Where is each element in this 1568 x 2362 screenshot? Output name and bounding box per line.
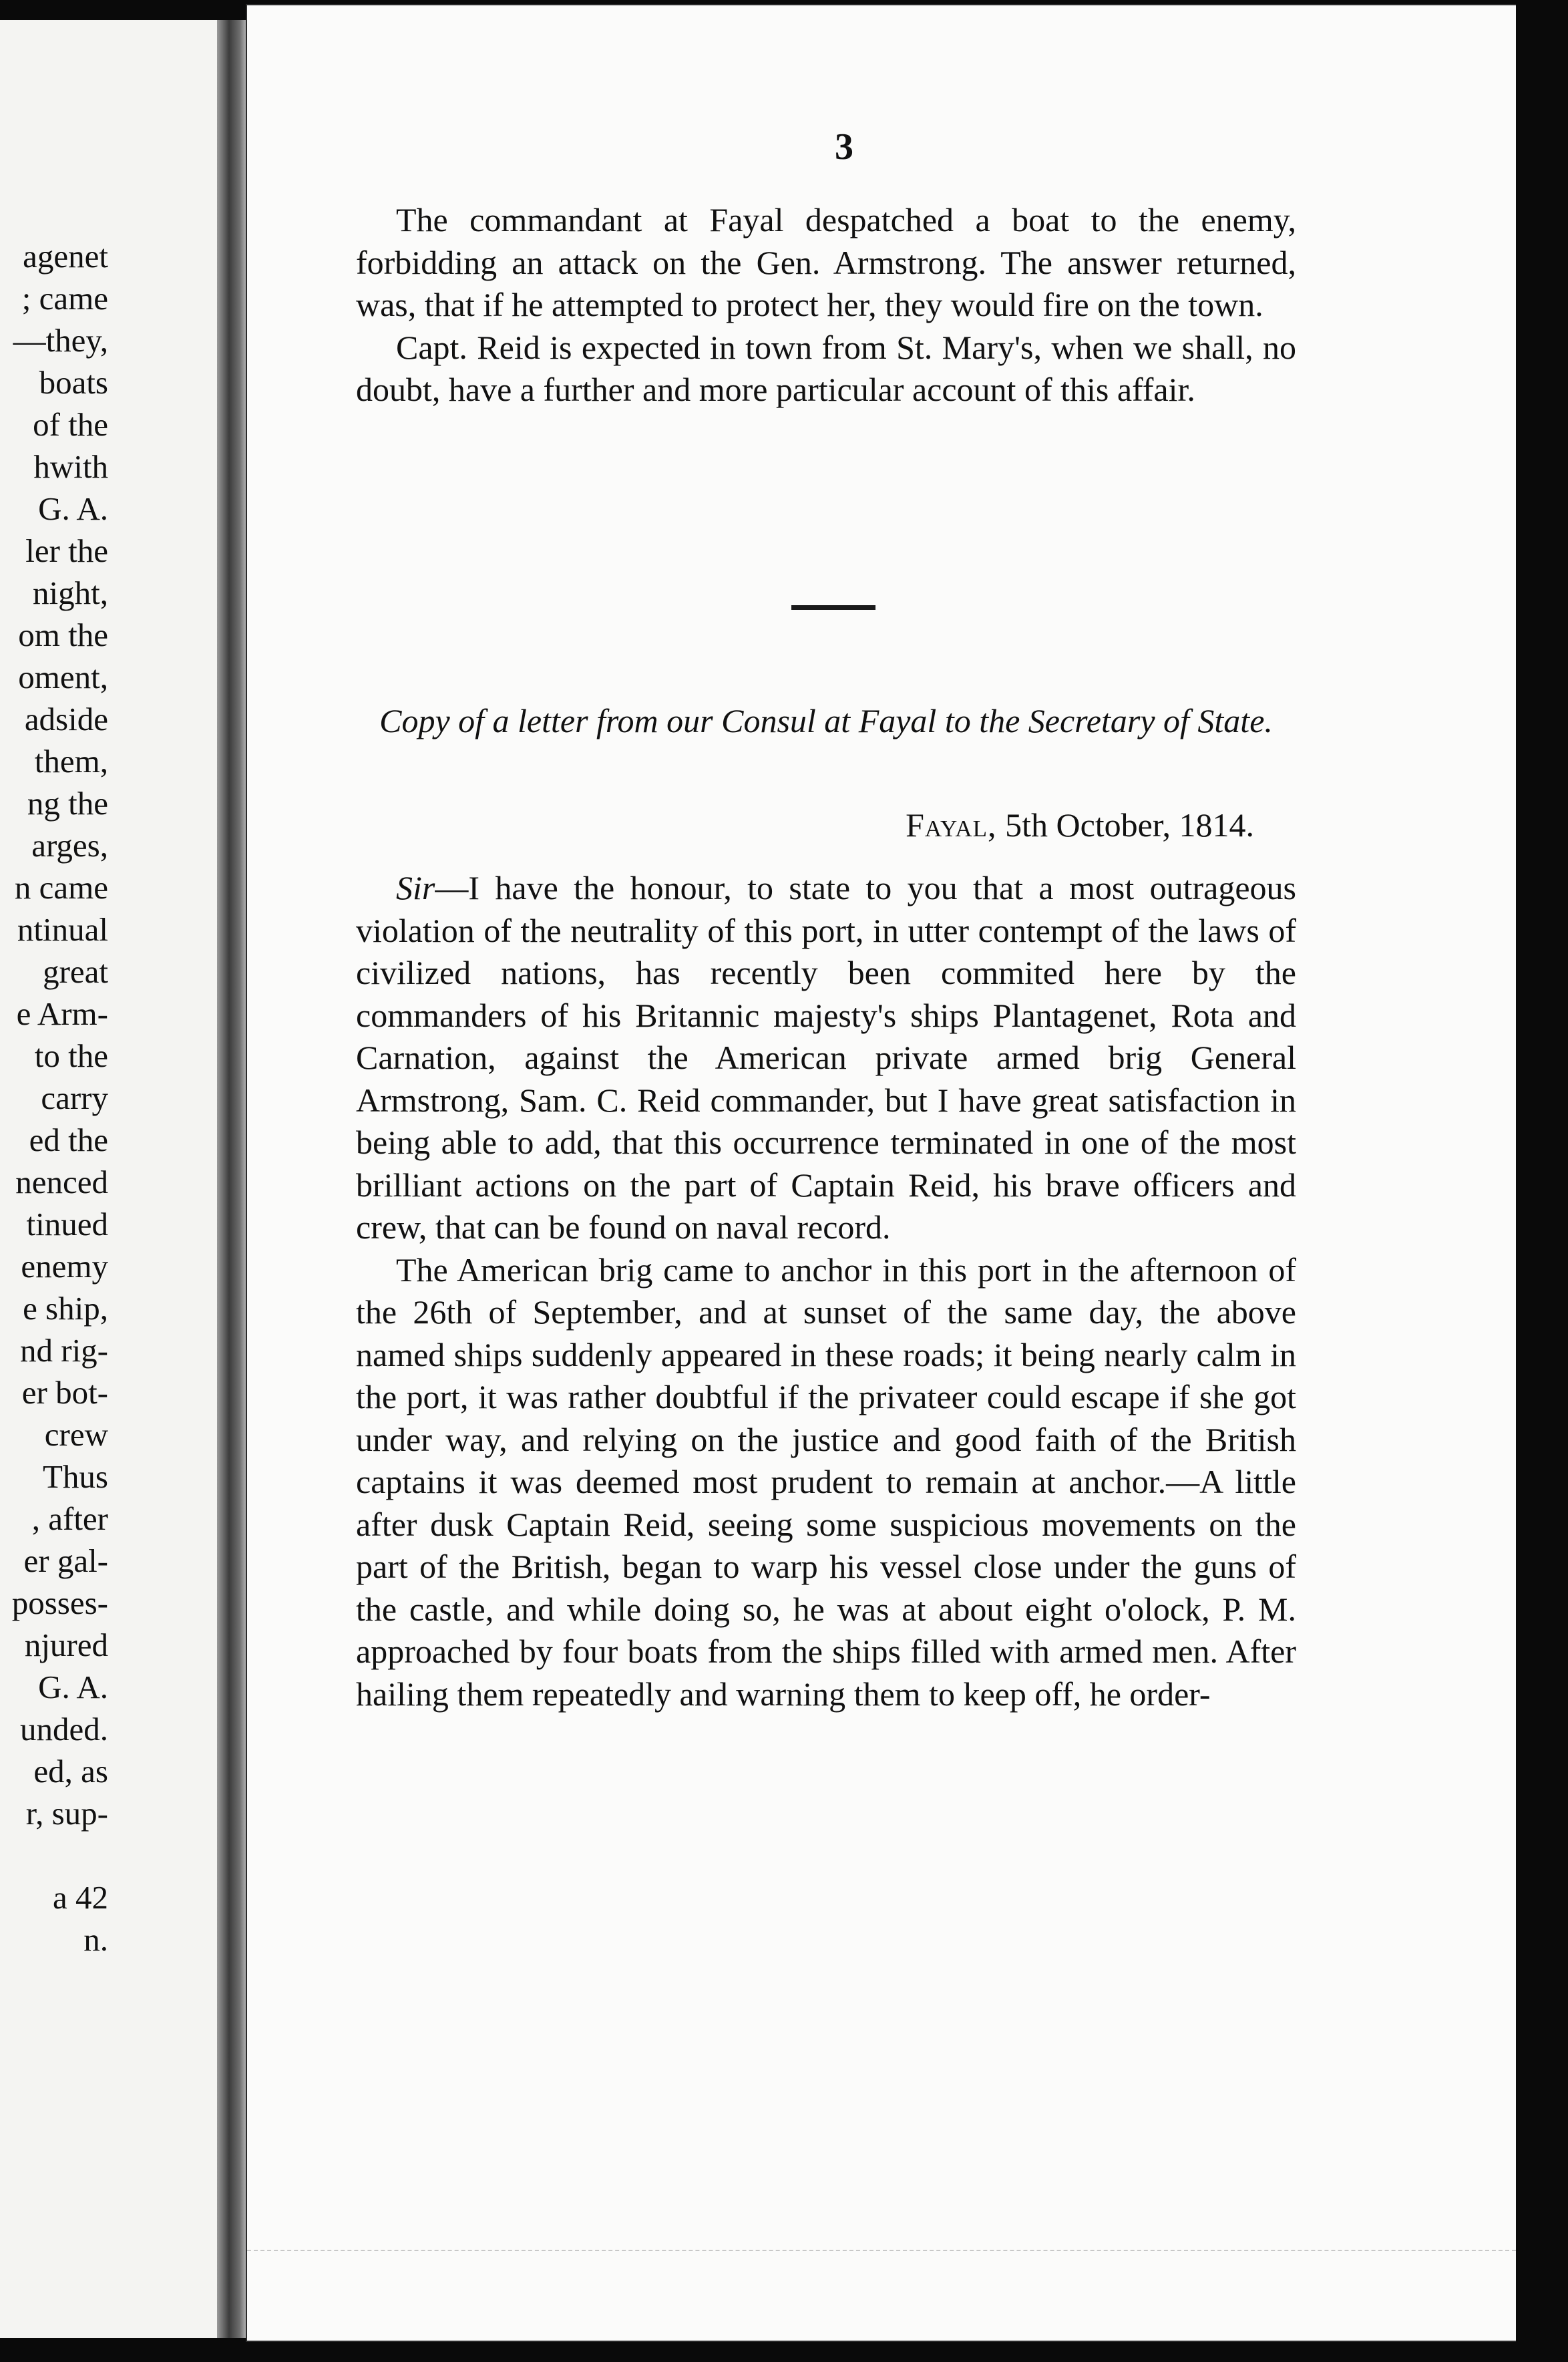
left-page-line: adside <box>24 701 108 737</box>
letter-salutation: Sir <box>396 869 435 906</box>
left-page-line: them, <box>34 743 108 780</box>
page-number: 3 <box>835 126 853 168</box>
left-page-line: n came <box>14 869 108 906</box>
letter-dateline <box>356 804 1254 847</box>
letter-paragraph-1 <box>356 867 1296 1249</box>
paragraph-commandant: The commandant at Fayal despatched a boat to the enemy, forbidding an attack on the Gen. Armstrong. The answer returned, was, that if he attempted to protect her, they would fire on the town. <box>356 201 1296 323</box>
left-page-line: great <box>43 953 108 990</box>
left-page-line: —they, <box>13 322 108 359</box>
dateline-place: Fayal, <box>906 806 997 844</box>
left-page-line: ; came <box>21 280 108 317</box>
left-page-line: of the <box>33 406 108 443</box>
left-page-line: e ship, <box>23 1290 108 1327</box>
page-bottom-edge <box>247 2250 1516 2254</box>
left-page-line: boats <box>39 364 108 401</box>
section-divider <box>791 605 875 610</box>
paragraph-capt-reid: Capt. Reid is expected in town from St. Mary's, when we shall, no doubt, have a further and more particular account of this affair. <box>356 328 1296 408</box>
scan-border-right <box>1516 0 1568 2362</box>
left-page-line: agenet <box>23 238 108 275</box>
left-page-text-column <box>0 235 217 1961</box>
left-page-fragment <box>0 20 217 2338</box>
left-page-line: Thus <box>43 1458 108 1495</box>
left-page-line: nenced <box>15 1164 108 1200</box>
letter-paragraph-1-text: —I have the honour, to state to you that a most outrageous violation of the neutrality of this port, in utter contempt of the laws of civilized nations, has recently been commited here by the commanders of his Britannic majesty's ships Plantagenet, Rota and Carnation, against the American private armed brig General Armstrong, Sam. C. Reid commander, but I have great satisfaction in being able to add, that this occurrence terminated in one of the most brilliant actions on the part of Captain Reid, his brave officers and crew, that can be found on naval record. <box>356 869 1296 1246</box>
left-page-line: a 42 <box>53 1879 108 1916</box>
left-page-line: ng the <box>27 785 108 822</box>
left-page-line: G. A. <box>38 1669 108 1705</box>
left-page-line: night, <box>33 574 108 611</box>
left-page-line: unded. <box>20 1711 108 1747</box>
left-page-line: , after <box>31 1500 108 1537</box>
dateline-date: 5th October, 1814. <box>1005 806 1254 844</box>
left-page-line: oment, <box>18 659 108 695</box>
left-page-line <box>0 1834 217 1876</box>
left-page-line: crew <box>44 1416 108 1453</box>
left-page-line: nd rig- <box>20 1332 108 1369</box>
left-page-line: om the <box>18 617 108 653</box>
left-page-line: hwith <box>33 448 108 485</box>
left-page-line: ed the <box>29 1122 108 1158</box>
left-page-line: n. <box>83 1921 108 1958</box>
left-page-line: arges, <box>31 827 108 864</box>
left-page-line: r, sup- <box>25 1795 108 1832</box>
left-page-line: posses- <box>11 1584 108 1621</box>
left-page-line: ed, as <box>33 1753 108 1790</box>
letter-paragraph-2: The American brig came to anchor in this port in the afternoon of the 26th of September, and at sunset of the same day, the above named ships suddenly appeared in these roads; it being nearly calm in the port, it was rather doubtful if the privateer could escape if she got under way, and relying on the justice and good faith of the British captains it was deemed most prudent to remain at anchor.—A little after dusk Captain Reid, seeing some suspicious movements on the part of the British, began to warp his vessel close under the guns of the castle, and while doing so, he was at about eight o'olock, P. M. approached by four boats from the ships filled with armed men. After hailing them repeatedly and warning them to keep off, he order- <box>356 1250 1296 1713</box>
left-page-line: ler the <box>25 532 108 569</box>
left-page-line: enemy <box>21 1248 108 1285</box>
left-page-line: tinued <box>26 1206 108 1242</box>
letter-body <box>356 867 1296 1715</box>
main-page <box>247 5 1516 2341</box>
opening-paragraphs <box>356 199 1296 411</box>
book-gutter <box>217 20 247 2338</box>
left-page-line: er gal- <box>23 1542 108 1579</box>
left-page-line: carry <box>41 1079 108 1116</box>
left-page-line: er bot- <box>21 1374 108 1411</box>
left-page-line: e Arm- <box>16 995 108 1032</box>
left-page-line: to the <box>34 1037 108 1074</box>
letter-heading: Copy of a letter from our Consul at Fayal to the Secretary of State. <box>379 702 1273 739</box>
left-page-line: G. A. <box>38 490 108 527</box>
left-page-line: ntinual <box>17 911 108 948</box>
left-page-line: njured <box>24 1627 108 1663</box>
